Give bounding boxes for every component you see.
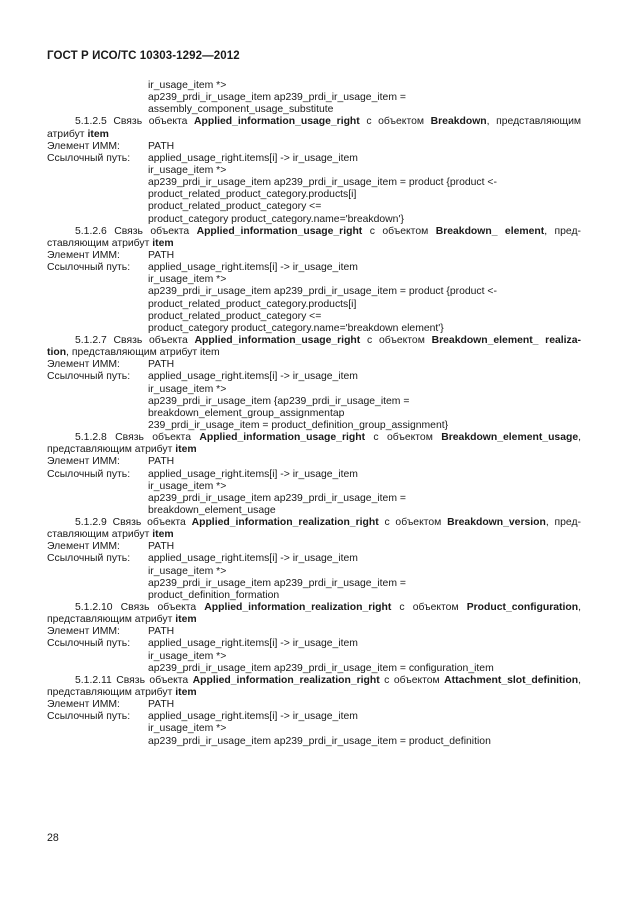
path-text: breakdown_element_usage: [148, 504, 276, 516]
heading-attribute: item: [152, 529, 174, 541]
path-line: [47, 651, 581, 663]
heading-text: Связь объекта: [114, 225, 197, 237]
heading-text: с объектом: [362, 225, 436, 237]
path-line: [47, 420, 581, 432]
path-line: [47, 262, 581, 274]
heading-entity: Applied_information_usage_right: [194, 334, 361, 346]
path-text: ir_usage_item *>: [148, 164, 227, 176]
element-label: Элемент ИММ:: [47, 699, 120, 711]
section-heading-line-1: [47, 517, 581, 529]
path-text: ir_usage_item *>: [148, 723, 227, 735]
path-line: [47, 396, 581, 408]
element-value: PATH: [148, 249, 175, 261]
label-spacer: [47, 651, 148, 663]
path-text: ap239_prdi_ir_usage_item ap239_prdi_ir_usage_item = product {product <-: [148, 286, 497, 298]
element-row: [47, 626, 581, 638]
element-label: Элемент ИММ:: [47, 359, 120, 371]
heading-text: Связь объекта: [116, 674, 193, 686]
path-text: applied_usage_right.items[i] -> ir_usage_item: [148, 371, 358, 383]
path-line: [47, 481, 581, 493]
heading-text: представляющим атрибут: [47, 687, 176, 699]
label-spacer: [47, 274, 148, 286]
section-number: 5.1.2.11: [75, 674, 112, 686]
document-header: ГОСТ Р ИСО/ТС 10303-1292—2012: [47, 50, 240, 62]
element-label: Элемент ИММ:: [47, 249, 120, 261]
path-text: applied_usage_right.items[i] -> ir_usage_item: [148, 262, 358, 274]
path-text: ir_usage_item *>: [148, 650, 227, 662]
path-line: [47, 408, 581, 420]
section-heading-line-2: [47, 529, 581, 541]
heading-attribute: tion: [47, 347, 67, 359]
path-line: [47, 578, 581, 590]
section-heading-line-1: [47, 116, 581, 128]
label-spacer: [47, 384, 148, 396]
path-text: product_related_product_category <=: [148, 201, 322, 213]
path-line: [47, 493, 581, 505]
ref-path-label: Ссылочный путь:: [47, 638, 131, 650]
heading-entity: Applied_information_usage_right: [196, 225, 363, 237]
path-text: ap239_prdi_ir_usage_item ap239_prdi_ir_usage_item =: [148, 492, 406, 504]
label-spacer: [47, 299, 148, 311]
document-body: [47, 80, 581, 748]
ref-path-label: Ссылочный путь:: [47, 152, 131, 164]
heading-text: , представляющим атрибут item: [66, 347, 220, 359]
heading-text: с объектом: [378, 517, 448, 529]
path-text: breakdown_element_group_assignmentap: [148, 407, 345, 419]
section-number: 5.1.2.9: [75, 517, 107, 529]
element-value: PATH: [148, 541, 175, 553]
label-spacer: [47, 736, 148, 748]
label-spacer: [47, 408, 148, 420]
ref-path-label: Ссылочный путь:: [47, 468, 131, 480]
heading-entity: Breakdown_ element: [435, 225, 545, 237]
label-spacer: [47, 311, 148, 323]
heading-text: , пред-: [544, 225, 581, 237]
label-spacer: [47, 481, 148, 493]
label-spacer: [47, 566, 148, 578]
heading-attribute: item: [175, 687, 197, 699]
element-row: [47, 250, 581, 262]
label-spacer: [47, 323, 148, 335]
element-row: [47, 541, 581, 553]
section-heading-line-2: [47, 687, 581, 699]
label-spacer: [47, 723, 148, 735]
path-line: [47, 663, 581, 675]
heading-text: ставляющим атрибут: [47, 529, 153, 541]
path-line: [47, 177, 581, 189]
section-heading-line-2: [47, 614, 581, 626]
label-spacer: [47, 286, 148, 298]
path-line: [47, 371, 581, 383]
heading-text: с объектом: [391, 602, 467, 614]
section-heading-line-2: [47, 347, 581, 359]
path-text: ap239_prdi_ir_usage_item ap239_prdi_ir_usage_item = configuration_item: [148, 662, 494, 674]
element-row: [47, 699, 581, 711]
label-spacer: [47, 493, 148, 505]
ref-path-label: Ссылочный путь:: [47, 262, 131, 274]
heading-text: , представляющим: [486, 116, 581, 128]
heading-text: представляющим атрибут: [47, 444, 176, 456]
path-line: [47, 274, 581, 286]
heading-text: Связь объекта: [113, 116, 195, 128]
path-line: [47, 469, 581, 481]
section-number: 5.1.2.10: [75, 602, 113, 614]
label-spacer: [47, 214, 148, 226]
section-heading-line-1: [47, 432, 581, 444]
path-text: ir_usage_item *>: [148, 274, 227, 286]
heading-text: ,: [578, 432, 581, 444]
label-spacer: [47, 189, 148, 201]
element-label: Элемент ИММ:: [47, 541, 120, 553]
path-text: applied_usage_right.items[i] -> ir_usage_item: [148, 468, 358, 480]
path-text: ap239_prdi_ir_usage_item ap239_prdi_ir_usage_item = product_definition: [148, 735, 491, 747]
text-line: ir_usage_item *>: [148, 80, 227, 91]
path-line: [47, 189, 581, 201]
heading-text: представляющим атрибут: [47, 614, 176, 626]
element-row: [47, 359, 581, 371]
label-spacer: [47, 165, 148, 177]
path-line: [47, 153, 581, 165]
ref-path-label: Ссылочный путь:: [47, 371, 131, 383]
label-spacer: [47, 420, 148, 432]
label-spacer: [47, 177, 148, 189]
element-row: [47, 456, 581, 468]
label-spacer: [47, 396, 148, 408]
heading-entity: Breakdown_version: [447, 517, 546, 529]
path-text: 239_prdi_ir_usage_item = product_definition_group_assignment}: [148, 419, 449, 431]
section-heading-line-2: [47, 129, 581, 141]
path-line: [47, 711, 581, 723]
section-number: 5.1.2.5: [75, 116, 107, 128]
heading-text: Связь объекта: [112, 517, 192, 529]
element-value: PATH: [148, 456, 175, 468]
path-line: [47, 590, 581, 602]
heading-text: , пред-: [545, 517, 581, 529]
heading-entity: Breakdown: [430, 116, 487, 128]
ref-path-label: Ссылочный путь:: [47, 553, 131, 565]
path-line: [47, 384, 581, 396]
section-heading-line-1: [47, 675, 581, 687]
path-line: [47, 505, 581, 517]
element-value: PATH: [148, 699, 175, 711]
path-line: [47, 299, 581, 311]
path-line: [47, 165, 581, 177]
heading-entity: Applied_information_realization_right: [204, 602, 392, 614]
text-line: ap239_prdi_ir_usage_item ap239_prdi_ir_usage_item =: [148, 92, 406, 104]
heading-entity: Breakdown_element_usage: [441, 432, 579, 444]
path-line: [47, 201, 581, 213]
section-heading-line-1: [47, 335, 581, 347]
heading-text: Связь объекта: [115, 432, 200, 444]
label-spacer: [47, 590, 148, 602]
heading-text: Связь объекта: [120, 602, 205, 614]
heading-attribute: item: [175, 614, 197, 626]
path-line: [47, 638, 581, 650]
element-row: [47, 141, 581, 153]
path-text: applied_usage_right.items[i] -> ir_usage_item: [148, 638, 358, 650]
path-text: ir_usage_item *>: [148, 480, 227, 492]
section-heading-line-2: [47, 444, 581, 456]
element-value: PATH: [148, 359, 175, 371]
path-text: ap239_prdi_ir_usage_item ap239_prdi_ir_usage_item =: [148, 577, 406, 589]
heading-text: Связь объекта: [113, 334, 195, 346]
path-line: [47, 311, 581, 323]
path-text: applied_usage_right.items[i] -> ir_usage_item: [148, 711, 358, 723]
heading-text: ставляющим атрибут: [47, 237, 153, 249]
path-line: [47, 214, 581, 226]
heading-entity: Breakdown_element_ realiza-: [431, 334, 581, 346]
path-text: ir_usage_item *>: [148, 383, 227, 395]
text-line: assembly_component_usage_substitute: [148, 104, 334, 116]
heading-text: с объектом: [365, 432, 442, 444]
heading-text: с объектом: [359, 116, 431, 128]
path-text: applied_usage_right.items[i] -> ir_usage_item: [148, 553, 358, 565]
path-text: ap239_prdi_ir_usage_item {ap239_prdi_ir_usage_item =: [148, 395, 410, 407]
heading-text: с объектом: [360, 334, 432, 346]
path-text: product_related_product_category.products[i]: [148, 298, 357, 310]
ref-path-label: Ссылочный путь:: [47, 711, 131, 723]
page-number: 28: [47, 832, 59, 844]
path-text: product_definition_formation: [148, 589, 280, 601]
path-text: product_related_product_category.products[i]: [148, 189, 357, 201]
section-number: 5.1.2.6: [75, 225, 107, 237]
section-heading-line-1: [47, 602, 581, 614]
element-label: Элемент ИММ:: [47, 456, 120, 468]
path-line: [47, 323, 581, 335]
section-heading-line-2: [47, 238, 581, 250]
heading-attribute: item: [87, 128, 109, 140]
heading-text: с объектом: [379, 674, 445, 686]
heading-entity: Applied_information_realization_right: [192, 674, 380, 686]
path-text: ir_usage_item *>: [148, 565, 227, 577]
heading-entity: Product_configuration: [466, 602, 579, 614]
path-line: [47, 286, 581, 298]
label-spacer: [47, 201, 148, 213]
path-line: [47, 723, 581, 735]
element-value: PATH: [148, 140, 175, 152]
path-line: [47, 566, 581, 578]
heading-entity: Attachment_slot_definition: [444, 674, 579, 686]
path-text: product_category product_category.name='breakdown'}: [148, 213, 404, 225]
heading-entity: Applied_information_usage_right: [194, 116, 360, 128]
heading-attribute: item: [152, 237, 174, 249]
label-spacer: [47, 505, 148, 517]
label-spacer: [47, 578, 148, 590]
section-number: 5.1.2.8: [75, 432, 107, 444]
heading-text: атрибут: [47, 128, 88, 140]
section-heading-line-1: [47, 226, 581, 238]
section-number: 5.1.2.7: [75, 334, 107, 346]
path-line: [47, 736, 581, 748]
heading-entity: Applied_information_realization_right: [191, 517, 379, 529]
heading-text: ,: [578, 602, 581, 614]
heading-text: ,: [578, 674, 581, 686]
path-text: product_related_product_category <=: [148, 310, 322, 322]
path-line: [47, 553, 581, 565]
path-text: ap239_prdi_ir_usage_item ap239_prdi_ir_usage_item = product {product <-: [148, 177, 497, 189]
element-value: PATH: [148, 626, 175, 638]
heading-entity: Applied_information_usage_right: [199, 432, 366, 444]
element-label: Элемент ИММ:: [47, 140, 120, 152]
heading-attribute: item: [175, 444, 197, 456]
label-spacer: [47, 663, 148, 675]
path-text: product_category product_category.name='breakdown element'}: [148, 322, 444, 334]
path-text: applied_usage_right.items[i] -> ir_usage_item: [148, 152, 358, 164]
element-label: Элемент ИММ:: [47, 626, 120, 638]
